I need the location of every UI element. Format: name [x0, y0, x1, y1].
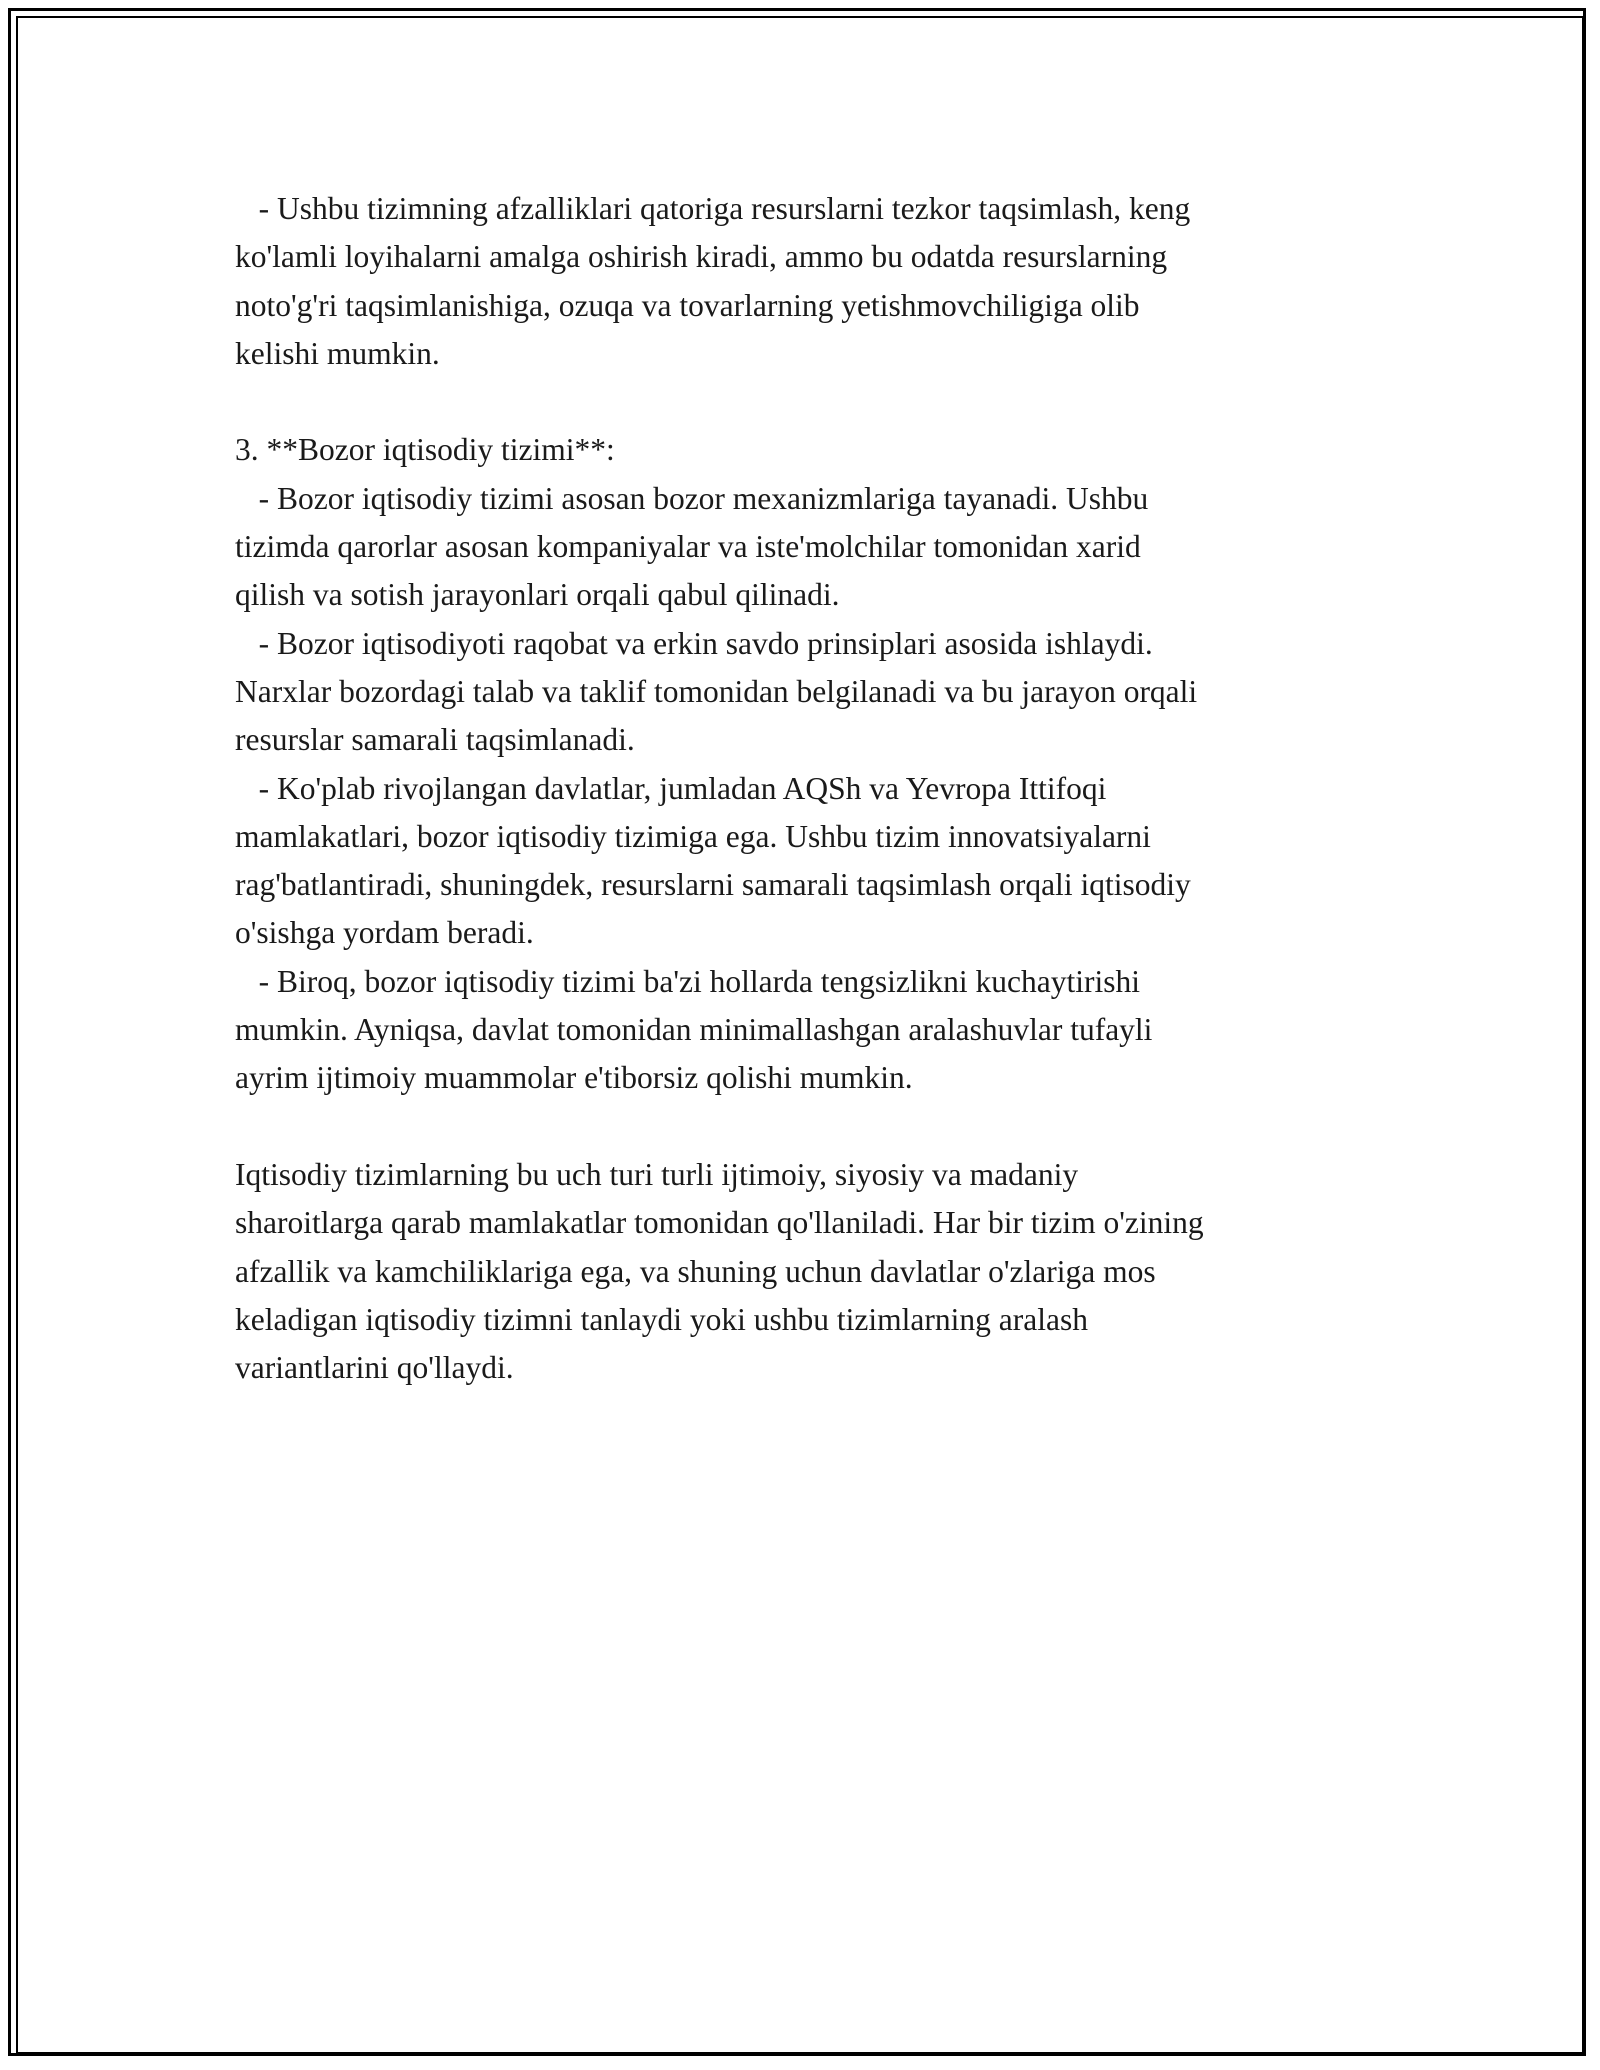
text-line: mumkin. Ayniqsa, davlat tomonidan minimallashgan aralashuvlar tufayli: [235, 1012, 1153, 1048]
text-line: qilish va sotish jarayonlari orqali qabul qilinadi.: [235, 577, 840, 613]
text-line: Narxlar bozordagi talab va taklif tomonidan belgilanadi va bu jarayon orqali: [235, 673, 1198, 709]
text-line: - Biroq, bozor iqtisodiy tizimi ba'zi hollarda tengsizlikni kuchaytirishi: [235, 963, 1141, 999]
text-line: o'sishga yordam beradi.: [235, 915, 534, 951]
text-line: ko'lamli loyihalarni amalga oshirish kiradi, ammo bu odatda resurslarning: [235, 239, 1168, 275]
text-line: - Bozor iqtisodiy tizimi asosan bozor mexanizmlariga tayanadi. Ushbu: [235, 480, 1149, 516]
text-line: ayrim ijtimoiy muammolar e'tiborsiz qolishi mumkin.: [235, 1060, 913, 1096]
text-line: - Ko'plab rivojlangan davlatlar, jumladan AQSh va Yevropa Ittifoqi: [235, 770, 1107, 806]
text-line: rag'batlantiradi, shuningdek, resurslarni samarali taqsimlash orqali iqtisodiy: [235, 867, 1191, 903]
text-line: - Bozor iqtisodiyoti raqobat va erkin savdo prinsiplari asosida ishlaydi.: [235, 625, 1153, 661]
text-line: Iqtisodiy tizimlarning bu uch turi turli ijtimoiy, siyosiy va madaniy: [235, 1156, 1079, 1192]
text-line: variantlarini qo'llaydi.: [235, 1350, 514, 1386]
text-line: keladigan iqtisodiy tizimni tanlaydi yoki ushbu tizimlarning aralash: [235, 1301, 1088, 1337]
text-line: tizimda qarorlar asosan kompaniyalar va iste'molchilar tomonidan xarid: [235, 529, 1141, 565]
text-line: - Ushbu tizimning afzalliklari qatoriga resurslarni tezkor taqsimlash, keng: [235, 191, 1191, 226]
text-line: mamlakatlari, bozor iqtisodiy tizimiga ega. Ushbu tizim innovatsiyalarni: [235, 818, 1151, 854]
text-line: sharoitlarga qarab mamlakatlar tomonidan qo'llaniladi. Har bir tizim o'zining: [235, 1205, 1204, 1241]
text-line: noto'g'ri taqsimlanishiga, ozuqa va tovarlarning yetishmovchiligiga olib: [235, 287, 1140, 323]
text-line: afzallik va kamchiliklariga ega, va shuning uchun davlatlar o'zlariga mos: [235, 1253, 1156, 1289]
text-line: kelishi mumkin.: [235, 335, 440, 371]
blank-line: [235, 1103, 1395, 1151]
text-line: resurslar samarali taqsimlanadi.: [235, 722, 635, 758]
section-heading: 3. **Bozor iqtisodiy tizimi**:: [235, 432, 615, 468]
document-body: [235, 185, 1395, 1392]
blank-line: [235, 378, 1395, 426]
